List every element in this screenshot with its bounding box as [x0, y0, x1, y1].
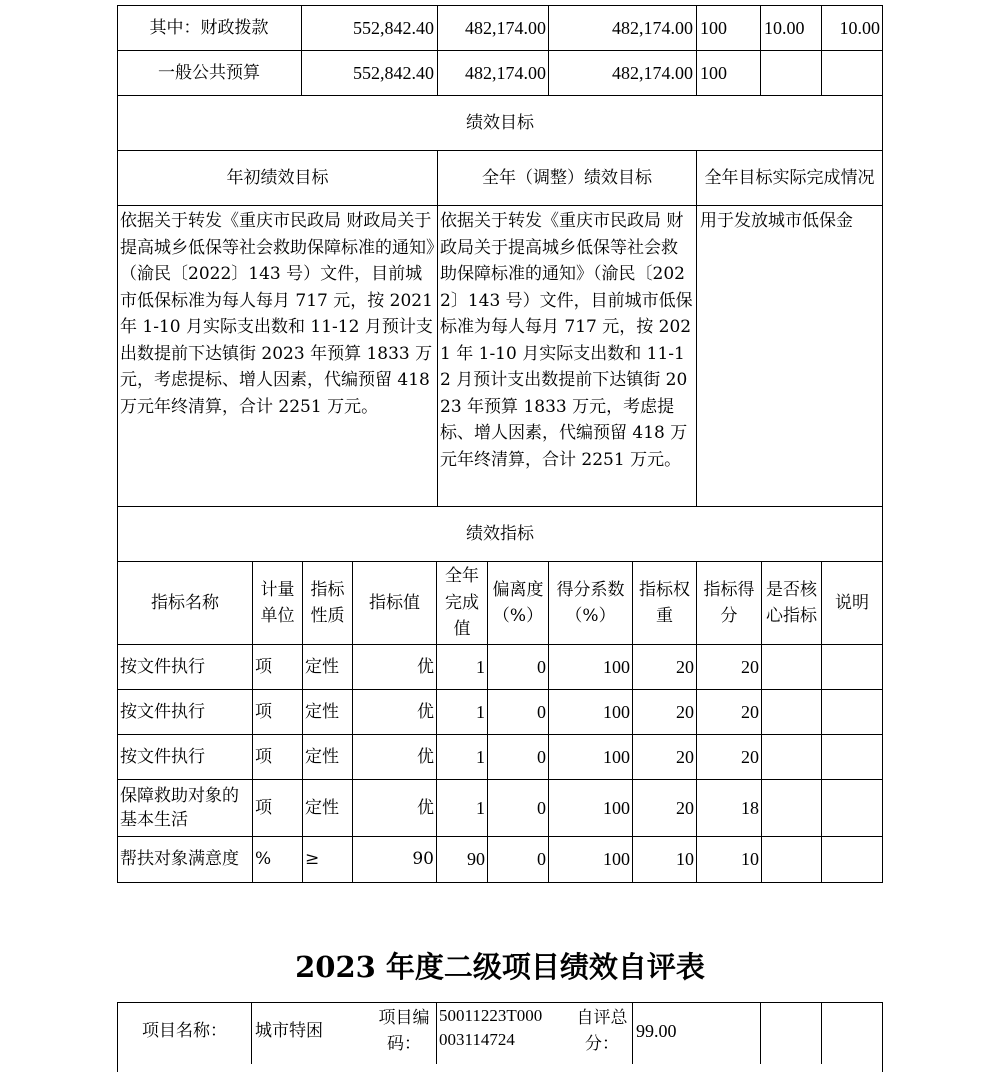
indicator-header: 指标值 — [369, 592, 420, 613]
indicator-weight: 20 — [676, 747, 694, 767]
indicator-unit: 项 — [255, 657, 272, 677]
indicator-weight: 20 — [676, 798, 694, 818]
indicator-header: 说明 — [835, 592, 869, 613]
indicator-header: 是否核心指标 — [766, 579, 817, 626]
indicator-header: 指标性质 — [310, 579, 345, 626]
budget-score: 10.00 — [839, 18, 880, 38]
project-name-value: 城市特困 — [255, 1021, 323, 1041]
budget-annual: 552,842.40 — [353, 18, 434, 38]
indicator-header: 计量单位 — [260, 579, 295, 626]
goals-initial-text: 依据关于转发《重庆市民政局 财政局关于提高城乡低保等社会救助保障标准的通知》（渝民〔2022〕143 号）文件，目前城市低保标准为每人每月 717 元，按 2021 年 1-10 月实际支出数和 11-12 月预计支出数提前下达镇街 2023 年预算 1833 万元，考虑提标、增人因素，代编预留 418 万元年终清算，合计 2251 万元。 — [120, 211, 435, 417]
indicator-core — [762, 690, 821, 734]
indicator-deviation: 0 — [537, 849, 546, 869]
indicator-target: 优 — [417, 657, 434, 677]
self-score-value: 99.00 — [636, 1021, 677, 1041]
indicator-header: 指标得分 — [703, 579, 755, 626]
indicator-actual: 1 — [476, 702, 485, 722]
indicator-header: 全年完成值 — [445, 566, 479, 640]
budget-annual: 552,842.40 — [353, 63, 434, 83]
budget-full-year: 482,174.00 — [465, 18, 546, 38]
indicator-coefficient: 100 — [603, 702, 630, 722]
indicator-nature: 定性 — [305, 798, 339, 818]
indicator-nature: 定性 — [305, 657, 339, 677]
indicator-unit: 项 — [255, 747, 272, 767]
indicator-note — [822, 645, 882, 689]
project-code-label: 项目编码： — [378, 1007, 430, 1054]
indicators-section-title: 绩效指标 — [466, 524, 534, 544]
self-score-label: 自评总分： — [576, 1007, 628, 1054]
goals-col-adjusted: 全年（调整）绩效目标 — [482, 168, 652, 188]
budget-executed: 482,174.00 — [612, 18, 693, 38]
budget-weight: 10.00 — [764, 18, 805, 38]
indicator-core — [762, 780, 821, 836]
indicator-nature: ≥ — [305, 849, 320, 869]
indicator-unit: 项 — [255, 798, 272, 818]
indicator-name: 按文件执行 — [120, 657, 205, 677]
project-name-label: 项目名称： — [142, 1021, 227, 1041]
indicator-actual: 1 — [476, 657, 485, 677]
budget-rate: 100 — [700, 18, 727, 38]
goals-adjusted-text: 依据关于转发《重庆市民政局 财政局关于提高城乡低保等社会救助保障标准的通知》（渝民〔2022〕143 号）文件，目前城市低保标准为每人每月 717 元，按 2021 年 1-10 月实际支出数和 11-12 月预计支出数提前下达镇街 2023 年预算 1833 万元，考虑提标、增人因素，代编预留 418 万元年终清算，合计 2251 万元。 — [440, 211, 693, 470]
indicator-coefficient: 100 — [603, 657, 630, 677]
project-code-value: 50011223T000003114724 — [439, 1006, 543, 1049]
indicator-name: 按文件执行 — [120, 747, 205, 767]
goals-col-initial: 年初绩效目标 — [226, 168, 329, 188]
indicator-nature: 定性 — [305, 747, 339, 767]
indicator-note — [822, 780, 882, 836]
indicator-header: 偏离度（%） — [492, 579, 544, 626]
goals-actual-text: 用于发放城市低保金 — [700, 211, 853, 231]
indicator-unit: % — [255, 849, 272, 869]
indicator-core — [762, 645, 821, 689]
indicator-actual: 90 — [467, 849, 485, 869]
second-table-title: 2023 年度二级项目绩效自评表 — [295, 950, 705, 984]
indicator-coefficient: 100 — [603, 849, 630, 869]
budget-executed: 482,174.00 — [612, 63, 693, 83]
indicator-core — [762, 837, 821, 881]
indicator-weight: 10 — [676, 849, 694, 869]
indicator-nature: 定性 — [305, 702, 339, 722]
indicator-note — [822, 690, 882, 734]
indicator-name: 帮扶对象满意度 — [120, 849, 239, 869]
indicator-target: 优 — [417, 798, 434, 818]
indicator-header: 指标权重 — [639, 579, 690, 626]
indicator-score: 20 — [741, 657, 759, 677]
indicator-actual: 1 — [476, 747, 485, 767]
indicator-actual: 1 — [476, 798, 485, 818]
indicator-deviation: 0 — [537, 747, 546, 767]
indicator-note — [822, 735, 882, 779]
indicator-score: 10 — [741, 849, 759, 869]
indicator-name: 保障救助对象的基本生活 — [120, 786, 239, 830]
indicator-header: 得分系数（%） — [556, 579, 625, 626]
budget-weight — [762, 51, 820, 95]
budget-rate: 100 — [700, 63, 727, 83]
indicator-note — [822, 837, 882, 881]
indicator-deviation: 0 — [537, 798, 546, 818]
indicator-score: 20 — [741, 747, 759, 767]
indicator-target: 90 — [412, 849, 434, 869]
budget-label: 其中：财政拨款 — [149, 18, 269, 38]
indicator-core — [762, 735, 821, 779]
indicator-coefficient: 100 — [603, 798, 630, 818]
indicator-name: 按文件执行 — [120, 702, 205, 722]
indicator-target: 优 — [417, 747, 434, 767]
indicator-target: 优 — [417, 702, 434, 722]
budget-full-year: 482,174.00 — [465, 63, 546, 83]
indicator-coefficient: 100 — [603, 747, 630, 767]
indicator-deviation: 0 — [537, 657, 546, 677]
indicator-header: 指标名称 — [151, 592, 219, 613]
indicator-unit: 项 — [255, 702, 272, 722]
goals-col-actual: 全年目标实际完成情况 — [704, 167, 875, 188]
indicator-weight: 20 — [676, 657, 694, 677]
indicator-deviation: 0 — [537, 702, 546, 722]
budget-label: 一般公共预算 — [158, 63, 260, 83]
budget-score — [822, 51, 882, 95]
indicator-score: 20 — [741, 702, 759, 722]
indicator-score: 18 — [741, 798, 759, 818]
indicator-weight: 20 — [676, 702, 694, 722]
goals-section-title: 绩效目标 — [466, 113, 534, 133]
